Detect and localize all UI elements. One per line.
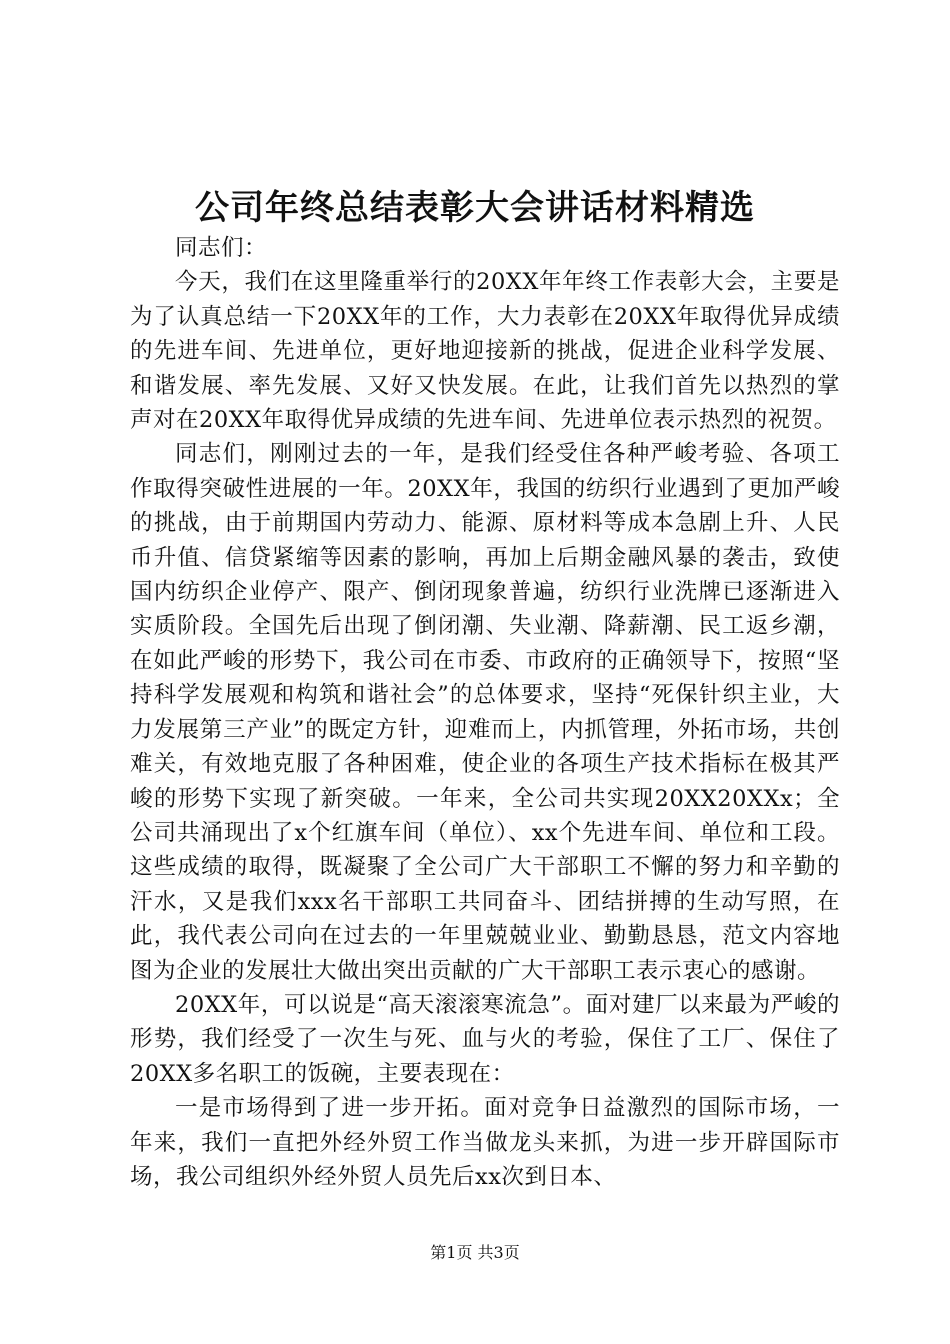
body-paragraph: 同志们，刚刚过去的一年，是我们经受住各种严峻考验、各项工作取得突破性进展的一年。20XX年，我国的纺织行业遇到了更加严峻的挑战，由于前期国内劳动力、能源、原材料等成本急剧上升、人民币升值、信贷紧缩等因素的影响，再加上后期金融风暴的袭击，致使国内纺织企业停产、限产、倒闭现象普遍，纺织行业洗牌已逐渐进入实质阶段。全国先后出现了倒闭潮、失业潮、降薪潮、民工返乡潮，在如此严峻的形势下，我公司在市委、市政府的正确领导下，按照“坚持科学发展观和构筑和谐社会”的总体要求，坚持“死保针织主业，大力发展第三产业”的既定方针，迎难而上，内抓管理，外拓市场，共创难关，有效地克服了各种困难，使企业的各项生产技术指标在极其严峻的形势下实现了新突破。一年来，全公司共实现20XX20XXx；全公司共涌现出了x个红旗车间（单位）、xx个先进车间、单位和工段。这些成绩的取得，既凝聚了全公司广大干部职工不懈的努力和辛勤的汗水，又是我们xxx名干部职工共同奋斗、团结拼搏的生动写照，在此，我代表公司向在过去的一年里兢兢业业、勤勤恳恳，范文内容地图为企业的发展壮大做出突出贡献的广大干部职工表示衷心的感谢。 <box>130 441 840 984</box>
document-body <box>130 231 840 1194</box>
page-number-footer: 第1页 共3页 <box>430 1243 520 1262</box>
body-paragraph: 今天，我们在这里隆重举行的20XX年年终工作表彰大会，主要是为了认真总结一下20XX年的工作，大力表彰在20XX年取得优异成绩的先进车间、先进单位，更好地迎接新的挑战，促进企业科学发展、和谐发展、率先发展、又好又快发展。在此，让我们首先以热烈的掌声对在20XX年取得优异成绩的先进车间、先进单位表示热烈的祝贺。 <box>130 269 840 434</box>
document-title: 公司年终总结表彰大会讲话材料精选 <box>195 188 755 228</box>
body-paragraph: 20XX年，可以说是“高天滚滚寒流急”。面对建厂以来最为严峻的形势，我们经受了一次生与死、血与火的考验，保住了工厂、保住了20XX多名职工的饭碗，主要表现在： <box>130 991 840 1087</box>
salutation-paragraph: 同志们： <box>175 235 268 261</box>
body-paragraph: 一是市场得到了进一步开拓。面对竞争日益激烈的国际市场，一年来，我们一直把外经外贸工作当做龙头来抓，为进一步开辟国际市场，我公司组织外经外贸人员先后xx次到日本、 <box>130 1095 840 1190</box>
